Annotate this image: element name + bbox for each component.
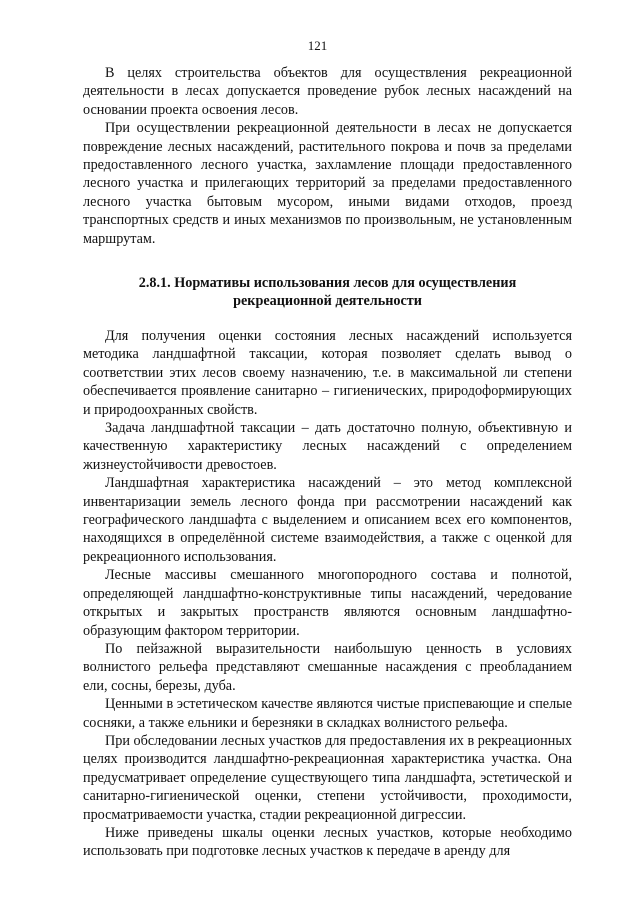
paragraph: Ландшафтная характеристика насаждений – это метод комплексной инвентаризации земель лесного фонда при рассмотрении насаждений как географического ландшафта с выделением и описанием всех его компонентов, находящихся в определённой системе взаимодействия, а также с оценкой для рекреационного использования.: [83, 475, 572, 565]
paragraph: Ценными в эстетическом качестве являются чистые приспевающие и спелые сосняки, а также ельники и березняки в складках волнистого рельефа.: [83, 696, 572, 731]
paragraph: Для получения оценки состояния лесных насаждений используется методика ландшафтной таксации, которая позволяет сделать вывод о соответствии этих лесов своему назначению, т.е. в максимальной ли степени обеспечивается проявление санитарно – гигиенических, природоформирующих и природоохранных свойств.: [83, 328, 572, 418]
paragraph: При обследовании лесных участков для предоставления их в рекреационных целях производится ландшафтно-рекреационная характеристика участка. Она предусматривает определение существующего типа ландшафта, эстетической и санитарно-гигиенической оценки, степени устойчивости, проходимости, просматриваемости участка, стадии рекреационной дигрессии.: [83, 732, 572, 823]
paragraph: При осуществлении рекреационной деятельности в лесах не допускается повреждение лесных насаждений, растительного покрова и почв за пределами предоставленного лесного участка, захламление площади предоставленного лесного участка и прилегающих территорий за пределами предоставленного лесного участка бытовым мусором, иными видами отходов, проезд транспортных средств и иных механизмов по произвольным, не установленным маршрутам.: [83, 120, 572, 247]
paragraph: Задача ландшафтной таксации – дать достаточно полную, объективную и качественную характеристику лесных насаждений с определением жизнеустойчивости древостоев.: [83, 420, 572, 473]
main-text-block: [83, 327, 572, 861]
section-heading: [83, 274, 572, 311]
paragraph: Лесные массивы смешанного многопородного состава и полнотой, определяющей ландшафтно-конструктивные типы насаждений, чередование открытых и закрытых пространств являются основным ландшафтно-образующим фактором территории.: [83, 567, 572, 639]
section-heading-line: 2.8.1. Нормативы использования лесов для осуществления: [138, 275, 517, 291]
paragraph: В целях строительства объектов для осуществления рекреационной деятельности в лесах допускается проведение рубок лесных насаждений на основании проекта освоения лесов.: [83, 65, 572, 118]
paragraph: Ниже приведены шкалы оценки лесных участков, которые необходимо использовать при подготовке лесных участков к передаче в аренду для: [83, 824, 572, 860]
intro-text-block: [83, 64, 572, 248]
section-heading-line: рекреационной деятельности: [233, 293, 422, 310]
paragraph: По пейзажной выразительности наибольшую ценность в условиях волнистого рельефа представляют смешанные насаждения с преобладанием ели, сосны, березы, дуба.: [83, 640, 572, 694]
page-number: 121: [307, 38, 328, 53]
